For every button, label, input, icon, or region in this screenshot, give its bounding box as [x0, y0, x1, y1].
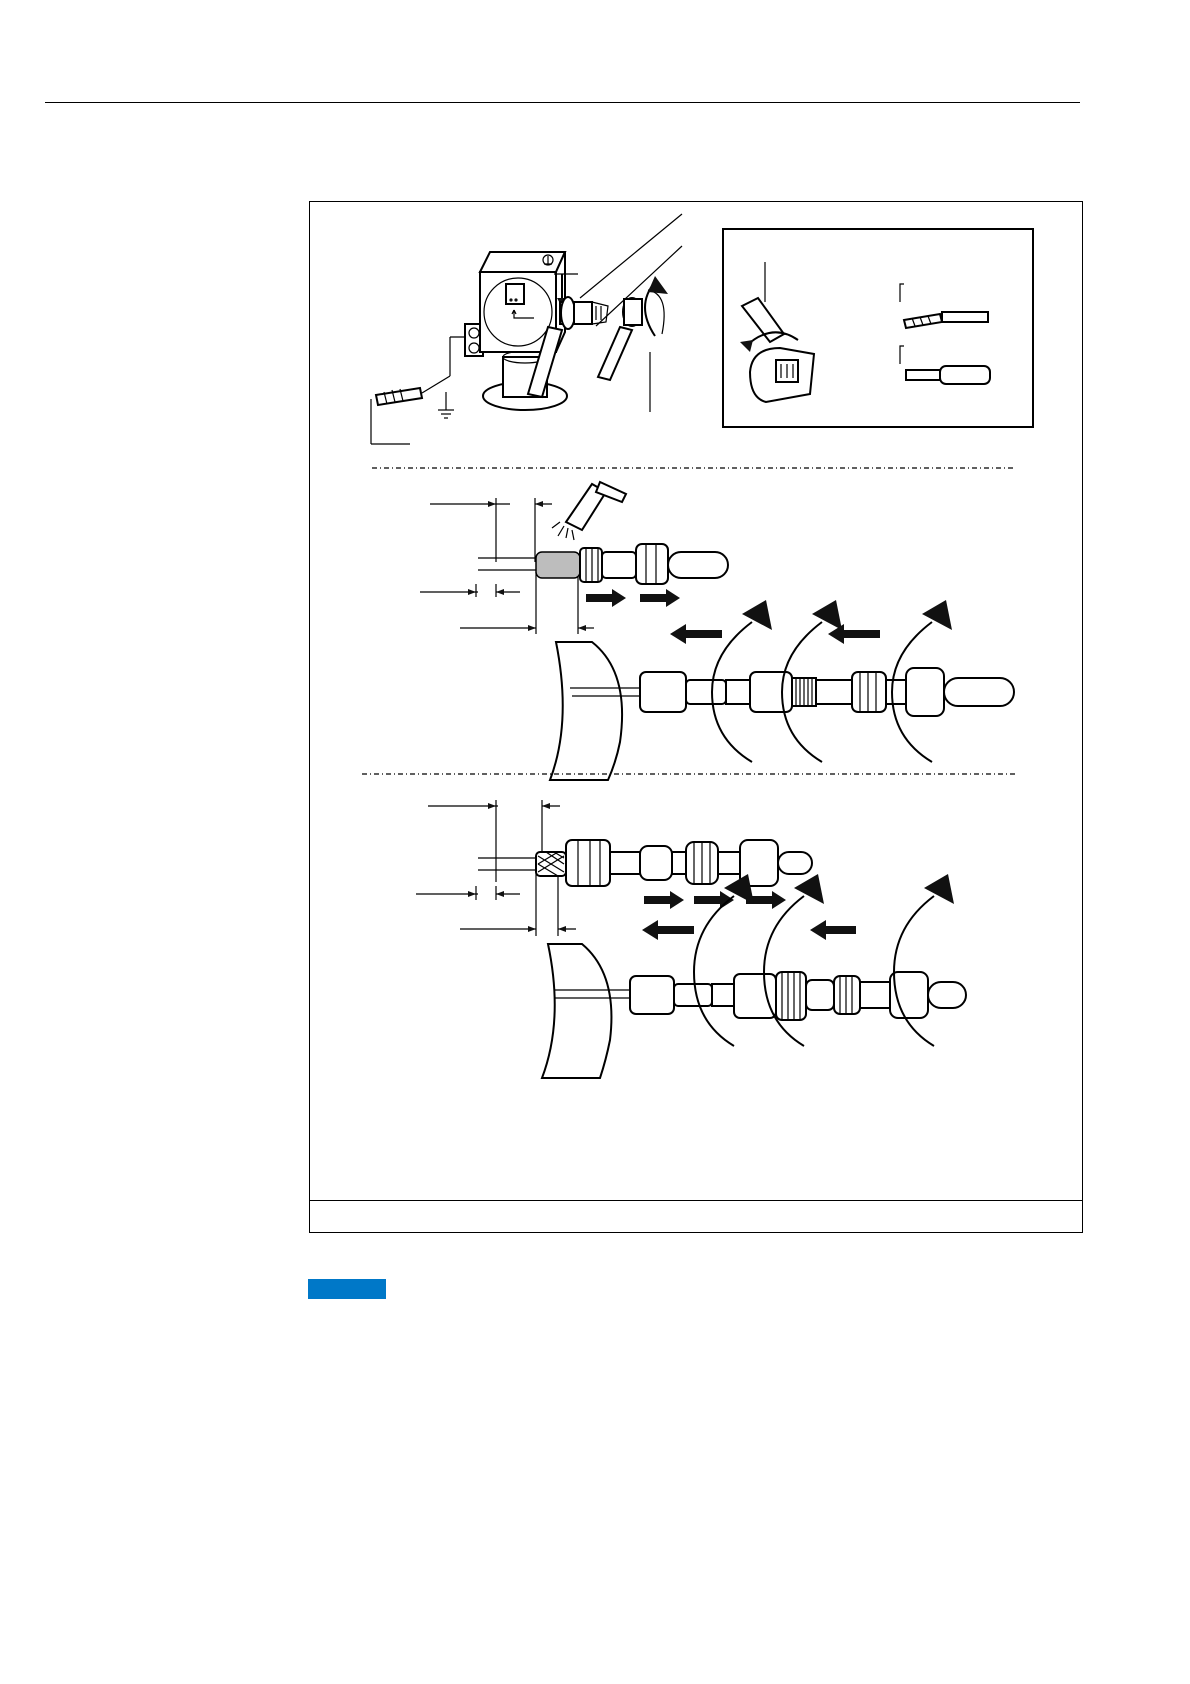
direction-arrow-icon	[670, 624, 722, 644]
panel-standard-gland	[420, 482, 1014, 780]
heat-gun-icon	[552, 482, 626, 540]
figure-frame	[309, 201, 1083, 1233]
prepared-cable-shielded	[478, 840, 812, 886]
direction-arrow-icon	[642, 920, 694, 940]
ground-cable	[371, 337, 470, 444]
push-arrow-icon	[586, 589, 626, 607]
note-badge	[308, 1279, 386, 1299]
detail-inset	[723, 229, 1033, 427]
panel-shielded-gland	[416, 800, 966, 1078]
tighten-arrow-icon	[894, 874, 954, 1046]
direction-arrow-icon	[828, 624, 880, 644]
panel-device-overview	[371, 214, 1033, 444]
prepared-cable-standard	[478, 544, 728, 584]
direction-arrow-icon	[810, 920, 856, 940]
push-arrow-icon	[644, 891, 684, 909]
push-arrow-icon	[640, 589, 680, 607]
figure-caption-bar	[310, 1200, 1082, 1232]
header-rule	[45, 102, 1080, 103]
mounting-illustration	[310, 202, 1082, 1200]
earth-terminal	[438, 324, 483, 418]
assembled-gland-standard	[550, 642, 1014, 780]
